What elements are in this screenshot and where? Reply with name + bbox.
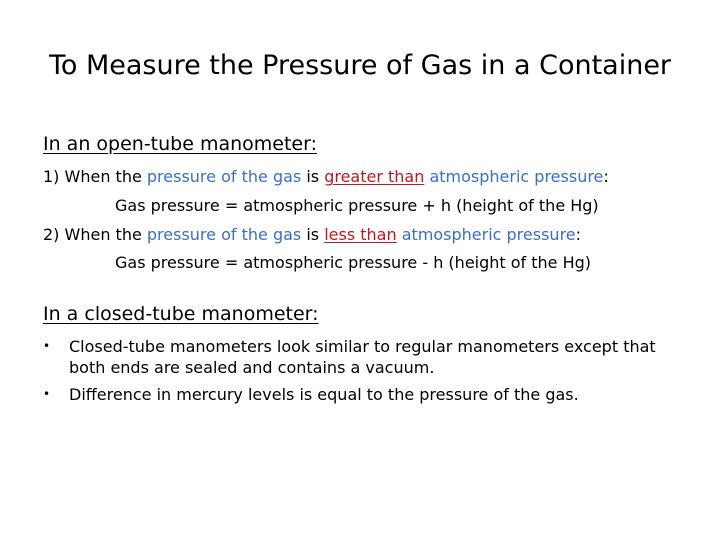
bullet-icon: • [43,387,51,401]
bullet-text: Closed-tube manometers look similar to regular manometers except that both ends are sealed and contains a vacuum. [69,337,656,377]
case-1-subject: pressure of the gas [146,167,302,186]
closed-tube-bullet-list [43,336,683,411]
slide-title: To Measure the Pressure of Gas in a Container [48,50,672,81]
case-1-colon: : [603,167,609,186]
case-1-verb: is [301,167,325,186]
case-1-object: atmospheric pressure [429,167,604,186]
case-1-comparison: greater than [324,167,425,186]
formula-less-than: Gas pressure = atmospheric pressure - h (height of the Hg) [115,253,592,272]
bullet-icon: • [43,339,51,353]
case-2-subject: pressure of the gas [146,225,302,244]
list-item [43,384,683,405]
closed-tube-heading: In a closed-tube manometer: [43,303,319,325]
open-tube-heading: In an open-tube manometer: [43,133,317,155]
case-1-prefix: 1) When the [43,167,147,186]
case-2-object: atmospheric pressure [401,225,576,244]
case-2-colon: : [575,225,582,244]
formula-greater-than: Gas pressure = atmospheric pressure + h (height of the Hg) [115,196,599,215]
open-tube-case-1 [43,167,609,186]
list-item [43,336,683,378]
case-2-comparison: less than [324,225,397,244]
case-2-verb: is [301,225,325,244]
bullet-text: Difference in mercury levels is equal to the pressure of the gas. [69,385,579,404]
open-tube-case-2 [43,225,581,244]
case-2-prefix: 2) When the [43,225,147,244]
